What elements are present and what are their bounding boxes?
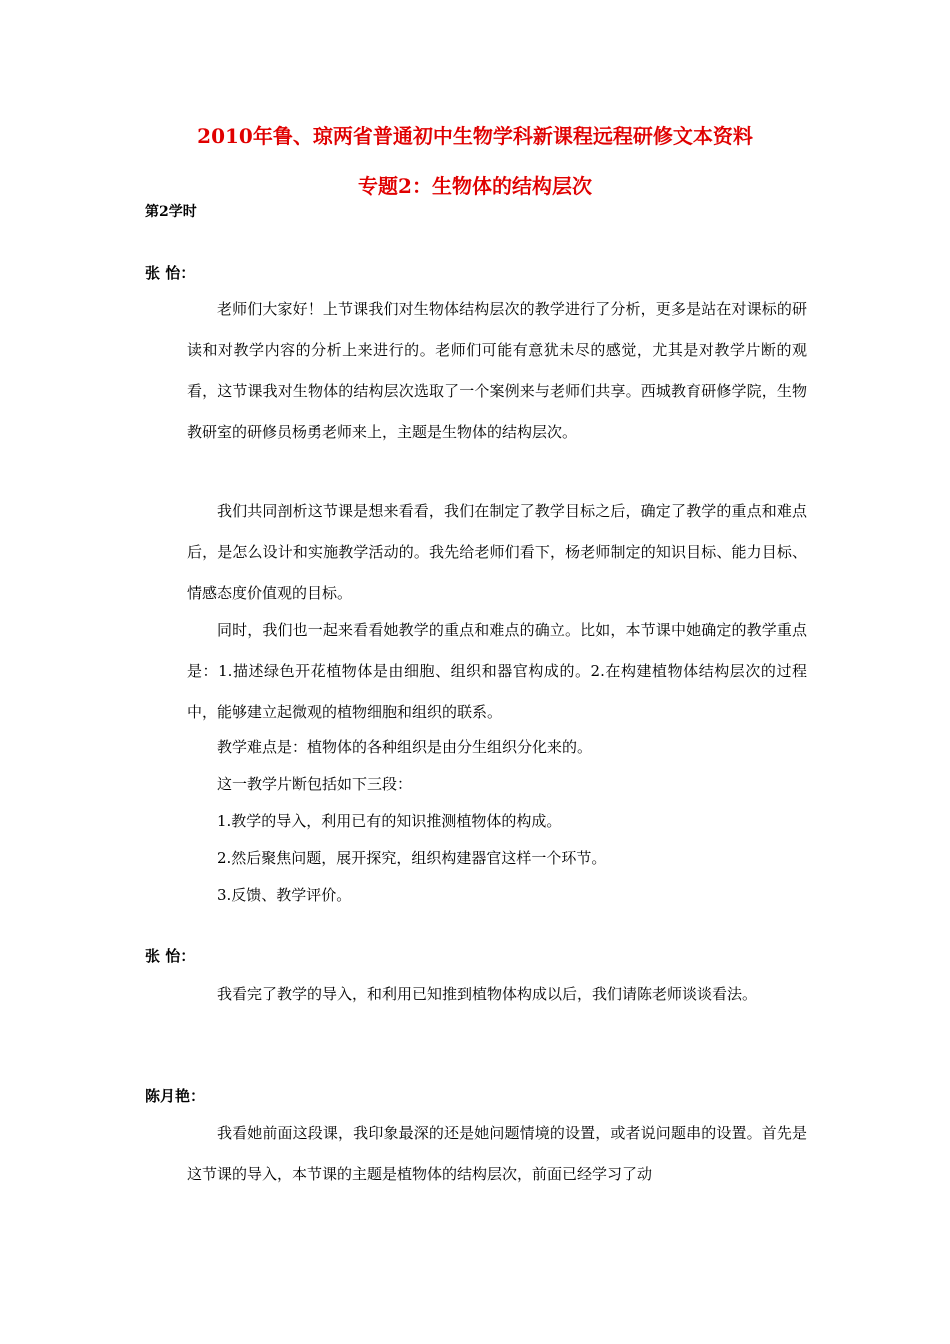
- speaker-label: 张 怡：: [145, 264, 196, 282]
- document-subtitle: 专题2：生物体的结构层次: [358, 174, 592, 198]
- paragraph: 我看完了教学的导入，和利用已知推到植物体构成以后，我们请陈老师谈谈看法。: [217, 985, 758, 1003]
- speaker-label: 张 怡：: [145, 947, 196, 965]
- paragraph: 教学难点是：植物体的各种组织是由分生组织分化来的。: [217, 738, 593, 756]
- paragraph: 这一教学片断包括如下三段：: [217, 775, 413, 793]
- paragraph: 3.反馈、教学评价。: [217, 886, 352, 904]
- paragraph: 我看她前面这段课，我印象最深的还是她问题情境的设置，或者说问题串的设置。首先是这节课的导入，本节课的主题是植物体的结构层次，前面已经学习了动: [187, 1124, 807, 1183]
- paragraph: 2.然后聚焦问题，展开探究，组织构建器官这样一个环节。: [217, 849, 607, 867]
- paragraph: 老师们大家好！上节课我们对生物体结构层次的教学进行了分析，更多是站在对课标的研读和对教学内容的分析上来进行的。老师们可能有意犹未尽的感觉，尤其是对教学片断的观看，这节课我对生物体的结构层次选取了一个案例来与老师们共享。西城教育研修学院，生物教研室的研修员杨勇老师来上，主题是生物体的结构层次。: [187, 300, 807, 441]
- paragraph: 我们共同剖析这节课是想来看看，我们在制定了教学目标之后，确定了教学的重点和难点后，是怎么设计和实施教学活动的。我先给老师们看下，杨老师制定的知识目标、能力目标、情感态度价值观的目标。: [187, 502, 807, 602]
- paragraph: 1.教学的导入，利用已有的知识推测植物体的构成。: [217, 812, 562, 830]
- lesson-period: 第2学时: [145, 204, 197, 220]
- speaker-label: 陈月艳：: [145, 1087, 206, 1105]
- paragraph: 同时，我们也一起来看看她教学的重点和难点的确立。比如，本节课中她确定的教学重点是：1.描述绿色开花植物体是由细胞、组织和器官构成的。2.在构建植物体结构层次的过程中，能够建立起微观的植物细胞和组织的联系。: [187, 621, 807, 721]
- document-title: 2010年鲁、琼两省普通初中生物学科新课程远程研修文本资料: [197, 124, 753, 148]
